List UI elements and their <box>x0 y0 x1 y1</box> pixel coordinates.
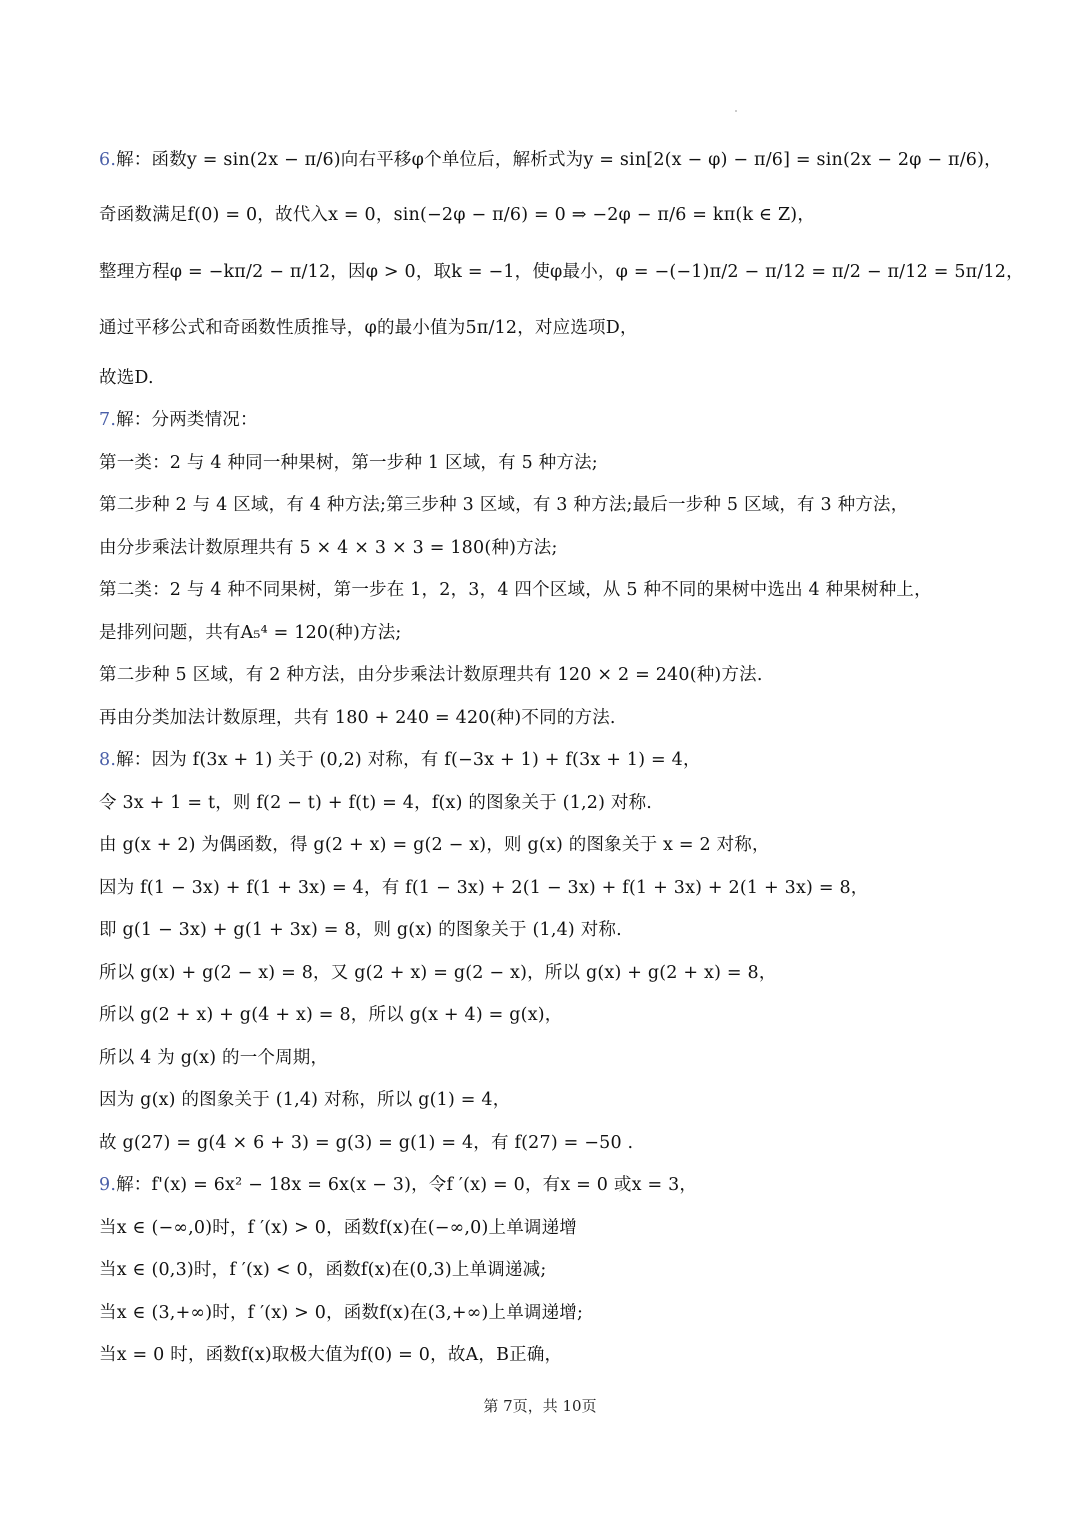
problem-number: 7. <box>99 410 117 430</box>
solution-7-line-7: 第二步种 5 区域，有 2 种方法，由分步乘法计数原理共有 120 × 2 = 240(种)方法. <box>99 665 763 685</box>
solution-8-line-10: 故 g(27) = g(4 × 6 + 3) = g(3) = g(1) = 4，有 f(27) = −50 . <box>99 1133 634 1153</box>
page-footer: 第 7页，共 10页 <box>483 1397 597 1415</box>
solution-7-line-6: 是排列问题，共有A₅⁴ = 120(种)方法; <box>99 623 402 643</box>
solution-9-line-3: 当x ∈ (0,3)时，f ′(x) < 0，函数f(x)在(0,3)上单调递减; <box>99 1260 547 1280</box>
solution-9-line-4: 当x ∈ (3,+∞)时，f ′(x) > 0，函数f(x)在(3,+∞)上单调递增; <box>99 1303 584 1323</box>
solution-8-line-6: 所以 g(x) + g(2 − x) = 8，又 g(2 + x) = g(2 − x)，所以 g(x) + g(2 + x) = 8， <box>99 963 777 983</box>
solution-8-line-8: 所以 4 为 g(x) 的一个周期， <box>99 1048 329 1068</box>
solution-6-line-1: 6.解：函数y = sin(2x − π/6)向右平移φ个单位后，解析式为y = sin[2(x − φ) − π/6] = sin(2x − 2φ − π/6)， <box>99 150 1002 170</box>
solution-8-line-7: 所以 g(2 + x) + g(4 + x) = 8，所以 g(x + 4) = g(x)， <box>99 1005 563 1025</box>
problem-number: 6. <box>99 150 117 170</box>
solution-6-line-2: 奇函数满足f(0) = 0，故代入x = 0，sin(−2φ − π/6) = 0 ⇒ −2φ − π/6 = kπ(k ∈ Z)， <box>99 205 816 225</box>
solution-7-line-2: 第一类：2 与 4 种同一种果树，第一步种 1 区域，有 5 种方法; <box>99 453 598 473</box>
problem-number: 9. <box>99 1175 117 1195</box>
scan-speck <box>735 110 737 112</box>
solution-9-line-2: 当x ∈ (−∞,0)时，f ′(x) > 0，函数f(x)在(−∞,0)上单调递增 <box>99 1218 577 1238</box>
solution-9-line-5: 当x = 0 时，函数f(x)取极大值为f(0) = 0，故A，B正确， <box>99 1345 563 1365</box>
solution-8-line-1: 8.解：因为 f(3x + 1) 关于 (0,2) 对称，有 f(−3x + 1) + f(3x + 1) = 4， <box>99 750 701 770</box>
solution-8-line-4: 因为 f(1 − 3x) + f(1 + 3x) = 4，有 f(1 − 3x) + 2(1 − 3x) + f(1 + 3x) + 2(1 + 3x) = 8， <box>99 878 869 898</box>
solution-8-line-2: 令 3x + 1 = t，则 f(2 − t) + f(t) = 4，f(x) 的图象关于 (1,2) 对称. <box>99 793 653 813</box>
solution-8-line-5: 即 g(1 − 3x) + g(1 + 3x) = 8，则 g(x) 的图象关于 (1,4) 对称. <box>99 920 622 940</box>
solution-7-line-5: 第二类：2 与 4 种不同果树，第一步在 1，2，3，4 四个区域，从 5 种不同的果树中选出 4 种果树种上， <box>99 580 932 600</box>
solution-9-line-1: 9.解：f'(x) = 6x² − 18x = 6x(x − 3)，令f ′(x) = 0，有x = 0 或x = 3， <box>99 1175 698 1195</box>
solution-8-line-9: 因为 g(x) 的图象关于 (1,4) 对称，所以 g(1) = 4， <box>99 1090 511 1110</box>
solution-8-line-3: 由 g(x + 2) 为偶函数，得 g(2 + x) = g(2 − x)，则 g(x) 的图象关于 x = 2 对称， <box>99 835 770 855</box>
solution-7-line-1: 7.解：分两类情况： <box>99 410 258 430</box>
solution-6-line-5: 故选D. <box>99 368 154 388</box>
solution-7-line-4: 由分步乘法计数原理共有 5 × 4 × 3 × 3 = 180(种)方法; <box>99 538 558 558</box>
solution-7-line-3: 第二步种 2 与 4 区域，有 4 种方法;第三步种 3 区域，有 3 种方法;最后一步种 5 区域，有 3 种方法， <box>99 495 909 515</box>
problem-number: 8. <box>99 750 117 770</box>
solution-6-line-3: 整理方程φ = −kπ/2 − π/12，因φ > 0，取k = −1，使φ最小，φ = −(−1)π/2 − π/12 = π/2 − π/12 = 5π/12， <box>99 262 1024 282</box>
solution-7-line-8: 再由分类加法计数原理，共有 180 + 240 = 420(种)不同的方法. <box>99 708 616 728</box>
solution-6-line-4: 通过平移公式和奇函数性质推导，φ的最小值为5π/12，对应选项D， <box>99 318 638 338</box>
